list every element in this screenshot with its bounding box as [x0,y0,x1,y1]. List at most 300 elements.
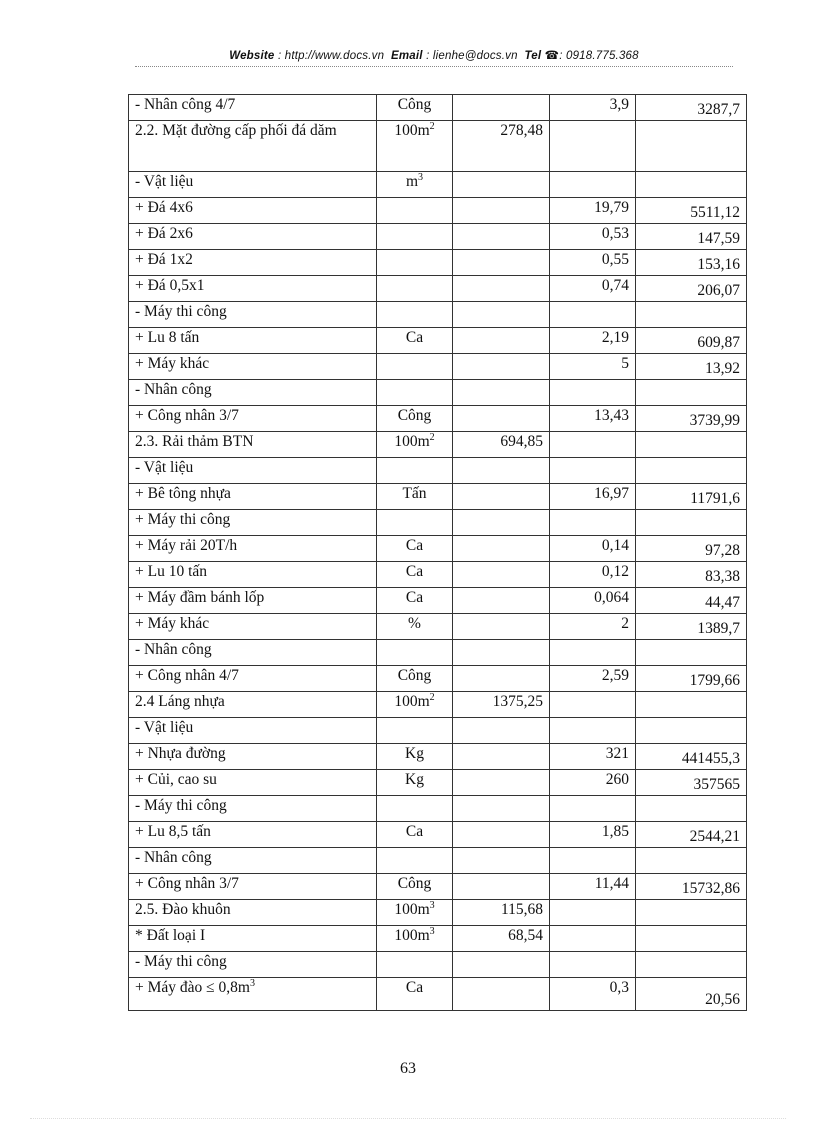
table-cell-c5 [636,588,747,614]
unit-exponent: 3 [249,977,255,989]
table-cell-c4 [550,848,636,874]
table-row [129,744,747,770]
table-cell-c1 [129,588,377,614]
table-cell-c1 [129,458,377,484]
table-cell-c3 [453,172,550,198]
cell-text: Công [397,407,432,424]
cell-text: 1389,7 [697,620,740,637]
email-label: Email [391,50,423,62]
cell-text: + Máy khác [135,615,210,632]
cell-text: + Đá 0,5x1 [135,277,205,294]
cell-text: - Máy thi công [135,797,227,814]
table-cell-c3 [453,926,550,952]
table-row [129,952,747,978]
cell-text: 278,48 [500,122,543,139]
table-cell-c1 [129,484,377,510]
table-row [129,276,747,302]
table-cell-c4 [550,250,636,276]
cell-text: Ca [405,589,424,606]
table-cell-c1 [129,744,377,770]
table-cell-c3 [453,692,550,718]
table-row [129,666,747,692]
table-cell-c2 [377,874,453,900]
cell-text: 0,14 [601,537,629,554]
cell-text: - Vật liệu [135,173,194,190]
table-cell-c4 [550,121,636,172]
table-cell-c2 [377,692,453,718]
cell-text: 2 [621,615,629,632]
cell-text: 11791,6 [690,490,740,507]
cell-text: 206,07 [697,282,740,299]
cell-text: + Lu 8,5 tấn [135,823,211,840]
table-cell-c3 [453,744,550,770]
table-cell-c5 [636,276,747,302]
table-cell-c4 [550,536,636,562]
table-row [129,250,747,276]
table-cell-c5 [636,796,747,822]
header-divider [135,66,733,67]
table-cell-c5 [636,380,747,406]
tel-value: : 0918.775.368 [559,50,639,62]
table-row [129,510,747,536]
cell-text: - Vật liệu [135,719,194,736]
table-cell-c5 [636,900,747,926]
table-cell-c1 [129,198,377,224]
table-row [129,978,747,1011]
table-cell-c3 [453,250,550,276]
table-cell-c1 [129,250,377,276]
table-cell-c2 [377,276,453,302]
cell-text: 100m [394,122,430,139]
table-cell-c5 [636,978,747,1011]
table-row [129,172,747,198]
table-cell-c2 [377,978,453,1011]
table-cell-c4 [550,900,636,926]
table-cell-c4 [550,406,636,432]
cell-text: Ca [405,329,424,346]
table-cell-c2 [377,380,453,406]
table-cell-c4 [550,614,636,640]
cell-text: - Máy thi công [135,953,227,970]
cell-text: + Củi, cao su [135,771,217,788]
table-cell-c4 [550,95,636,121]
table-cell-c3 [453,198,550,224]
cell-text: 2.5. Đào khuôn [135,901,231,918]
cell-text: 97,28 [705,542,740,559]
table-cell-c4 [550,796,636,822]
table-cell-c5 [636,328,747,354]
cell-text: 15732,86 [681,880,740,897]
table-cell-c5 [636,458,747,484]
cell-text: % [408,615,421,632]
table-cell-c4 [550,458,636,484]
cell-text: + Đá 1x2 [135,251,193,268]
table-cell-c1 [129,302,377,328]
table-cell-c2 [377,484,453,510]
table-row [129,614,747,640]
table-cell-c1 [129,95,377,121]
table-cell-c3 [453,302,550,328]
table-cell-c1 [129,510,377,536]
cost-table-body [129,95,747,1011]
cell-text: 5511,12 [690,204,740,221]
cell-text: + Đá 2x6 [135,225,193,242]
cell-text: + Nhựa đường [135,745,226,762]
cell-text: 44,47 [705,594,740,611]
table-cell-c2 [377,952,453,978]
table-cell-c5 [636,121,747,172]
cell-text: Công [397,667,432,684]
cell-text: + Công nhân 4/7 [135,667,239,684]
table-cell-c3 [453,978,550,1011]
table-cell-c2 [377,458,453,484]
cell-text: 609,87 [697,334,740,351]
table-row [129,198,747,224]
table-cell-c2 [377,328,453,354]
table-cell-c2 [377,640,453,666]
cell-text: 2544,21 [689,828,740,845]
cell-text: 0,3 [609,979,629,996]
table-cell-c3 [453,224,550,250]
table-cell-c3 [453,822,550,848]
table-cell-c5 [636,614,747,640]
table-cell-c2 [377,822,453,848]
table-row [129,822,747,848]
table-cell-c1 [129,328,377,354]
table-cell-c1 [129,562,377,588]
cell-text: 357565 [693,776,740,793]
cell-text: 0,12 [601,563,629,580]
table-row [129,95,747,121]
table-cell-c4 [550,744,636,770]
table-cell-c1 [129,900,377,926]
cell-text: 441455,3 [681,750,740,767]
table-cell-c4 [550,224,636,250]
cell-text: 1375,25 [492,693,543,710]
cell-text: 16,97 [594,485,629,502]
table-cell-c5 [636,770,747,796]
table-cell-c5 [636,692,747,718]
cell-text: + Công nhân 3/7 [135,875,239,892]
table-cell-c3 [453,510,550,536]
footer-divider [30,1118,786,1119]
table-cell-c4 [550,822,636,848]
cell-text: - Nhân công [135,849,212,866]
cell-text: 2,19 [601,329,629,346]
table-cell-c3 [453,95,550,121]
table-cell-c1 [129,718,377,744]
unit-exponent: 3 [418,171,424,183]
cell-text: 13,92 [705,360,740,377]
table-cell-c4 [550,978,636,1011]
table-cell-c5 [636,744,747,770]
table-cell-c2 [377,250,453,276]
cell-text: 0,74 [601,277,629,294]
table-row [129,692,747,718]
table-cell-c2 [377,614,453,640]
table-cell-c5 [636,926,747,952]
table-row [129,562,747,588]
table-cell-c1 [129,822,377,848]
page-header [135,48,733,62]
table-cell-c4 [550,432,636,458]
table-cell-c2 [377,198,453,224]
table-cell-c5 [636,354,747,380]
table-cell-c5 [636,666,747,692]
table-cell-c2 [377,796,453,822]
table-cell-c1 [129,978,377,1011]
unit-exponent: 2 [429,120,435,132]
table-cell-c2 [377,354,453,380]
table-cell-c5 [636,536,747,562]
table-cell-c3 [453,640,550,666]
table-cell-c4 [550,484,636,510]
table-row [129,121,747,172]
table-cell-c3 [453,770,550,796]
table-row [129,770,747,796]
email-value[interactable]: : lienhe@docs.vn [426,50,518,62]
table-cell-c1 [129,172,377,198]
table-cell-c2 [377,224,453,250]
cell-text: Tấn [402,485,427,502]
table-cell-c2 [377,95,453,121]
table-cell-c3 [453,952,550,978]
table-cell-c3 [453,276,550,302]
table-cell-c5 [636,484,747,510]
table-cell-c4 [550,302,636,328]
cell-text: + Máy khác [135,355,210,372]
cell-text: Kg [405,771,424,788]
table-cell-c5 [636,224,747,250]
cell-text: 0,53 [601,225,629,242]
table-cell-c4 [550,328,636,354]
cell-text: - Nhân công [135,641,212,658]
table-cell-c1 [129,406,377,432]
cell-text: 11,44 [594,875,629,892]
table-cell-c3 [453,614,550,640]
table-cell-c4 [550,354,636,380]
table-cell-c3 [453,354,550,380]
cell-text: 153,16 [697,256,740,273]
cell-text: Công [397,875,432,892]
table-cell-c3 [453,328,550,354]
cell-text: Công [397,96,432,113]
table-cell-c2 [377,744,453,770]
cell-text: 5 [621,355,629,372]
cell-text: 100m [394,901,430,918]
cell-text: 100m [394,693,430,710]
table-row [129,640,747,666]
table-cell-c3 [453,406,550,432]
table-cell-c5 [636,874,747,900]
cell-text: 100m [394,433,430,450]
unit-exponent: 3 [429,899,435,911]
table-cell-c4 [550,510,636,536]
table-cell-c3 [453,666,550,692]
table-cell-c2 [377,926,453,952]
table-cell-c1 [129,692,377,718]
table-cell-c2 [377,172,453,198]
table-cell-c1 [129,614,377,640]
table-row [129,588,747,614]
table-cell-c3 [453,458,550,484]
table-row [129,900,747,926]
table-cell-c3 [453,848,550,874]
cell-text: Ca [405,823,424,840]
table-cell-c3 [453,874,550,900]
table-cell-c1 [129,666,377,692]
cell-text: 19,79 [594,199,629,216]
table-cell-c5 [636,432,747,458]
table-cell-c2 [377,588,453,614]
table-cell-c4 [550,380,636,406]
table-cell-c5 [636,250,747,276]
table-row [129,926,747,952]
unit-exponent: 3 [429,925,435,937]
table-cell-c4 [550,666,636,692]
table-cell-c2 [377,536,453,562]
table-cell-c1 [129,121,377,172]
cell-text: 0,064 [594,589,629,606]
table-cell-c4 [550,562,636,588]
table-cell-c5 [636,822,747,848]
table-cell-c1 [129,640,377,666]
table-cell-c2 [377,666,453,692]
table-cell-c1 [129,770,377,796]
table-cell-c1 [129,952,377,978]
cell-text: 3739,99 [689,412,740,429]
table-cell-c2 [377,302,453,328]
cell-text: 3,9 [609,96,629,113]
cell-text: 1799,66 [689,672,740,689]
table-cell-c1 [129,796,377,822]
table-cell-c3 [453,484,550,510]
table-cell-c5 [636,95,747,121]
cell-text: 147,59 [697,230,740,247]
cell-text: - Nhân công [135,381,212,398]
cell-text: + Lu 8 tấn [135,329,200,346]
table-cell-c1 [129,224,377,250]
unit-exponent: 2 [429,431,435,443]
cell-text: 68,54 [508,927,543,944]
table-cell-c4 [550,640,636,666]
cell-text: 2,59 [601,667,629,684]
table-row [129,874,747,900]
table-cell-c5 [636,562,747,588]
cell-text: 0,55 [601,251,629,268]
table-cell-c3 [453,588,550,614]
cell-text: 100m [394,927,430,944]
table-cell-c5 [636,952,747,978]
table-row [129,354,747,380]
cell-text: 13,43 [594,407,629,424]
cell-text: - Nhân công 4/7 [135,96,236,113]
unit-exponent: 2 [429,691,435,703]
table-cell-c2 [377,562,453,588]
table-cell-c2 [377,406,453,432]
table-row [129,458,747,484]
table-cell-c4 [550,770,636,796]
cell-text: + Công nhân 3/7 [135,407,239,424]
page-number: 63 [400,1060,416,1077]
cell-text: 260 [605,771,629,788]
cell-text: 20,56 [705,991,740,1008]
table-cell-c2 [377,718,453,744]
table-cell-c1 [129,354,377,380]
table-row [129,328,747,354]
table-cell-c4 [550,588,636,614]
table-cell-c4 [550,874,636,900]
table-cell-c4 [550,692,636,718]
table-cell-c2 [377,900,453,926]
cell-text: 83,38 [705,568,740,585]
website-label: Website [229,50,275,62]
table-cell-c4 [550,926,636,952]
table-row [129,380,747,406]
cell-text: + Máy thi công [135,511,231,528]
table-cell-c5 [636,302,747,328]
table-row [129,536,747,562]
table-cell-c2 [377,770,453,796]
table-cell-c3 [453,536,550,562]
cell-text: Ca [405,537,424,554]
table-row [129,302,747,328]
table-row [129,796,747,822]
table-cell-c4 [550,198,636,224]
table-cell-c3 [453,900,550,926]
cell-text: Kg [405,745,424,762]
cell-text: 3287,7 [697,101,740,118]
table-cell-c1 [129,874,377,900]
table-cell-c4 [550,718,636,744]
table-cell-c1 [129,276,377,302]
cell-text: - Máy thi công [135,303,227,320]
table-cell-c2 [377,432,453,458]
tel-label: Tel ☎ [524,50,560,62]
table-cell-c1 [129,926,377,952]
cell-text: 694,85 [500,433,543,450]
table-cell-c1 [129,380,377,406]
cell-text: 321 [605,745,629,762]
cell-text: + Máy đào ≤ 0,8m [135,979,250,996]
table-row [129,406,747,432]
table-cell-c2 [377,121,453,172]
table-cell-c5 [636,718,747,744]
table-cell-c2 [377,848,453,874]
table-cell-c5 [636,510,747,536]
cell-text: 2.2. Mặt đường cấp phối đá dăm [135,122,337,139]
cell-text: 115,68 [500,901,543,918]
table-row [129,432,747,458]
cell-text: Ca [405,979,424,996]
table-cell-c5 [636,172,747,198]
cell-text: + Đá 4x6 [135,199,193,216]
table-cell-c4 [550,276,636,302]
website-value[interactable]: : http://www.docs.vn [277,50,385,62]
table-cell-c3 [453,432,550,458]
table-cell-c1 [129,848,377,874]
table-row [129,848,747,874]
cell-text: + Lu 10 tấn [135,563,208,580]
table-cell-c4 [550,952,636,978]
table-cell-c3 [453,380,550,406]
cell-text: + Máy rải 20T/h [135,537,238,554]
cell-text: 2.4 Láng nhựa [135,693,225,710]
cell-text: m [405,173,419,190]
cell-text: 1,85 [601,823,629,840]
table-row [129,718,747,744]
cell-text: + Bê tông nhựa [135,485,231,502]
